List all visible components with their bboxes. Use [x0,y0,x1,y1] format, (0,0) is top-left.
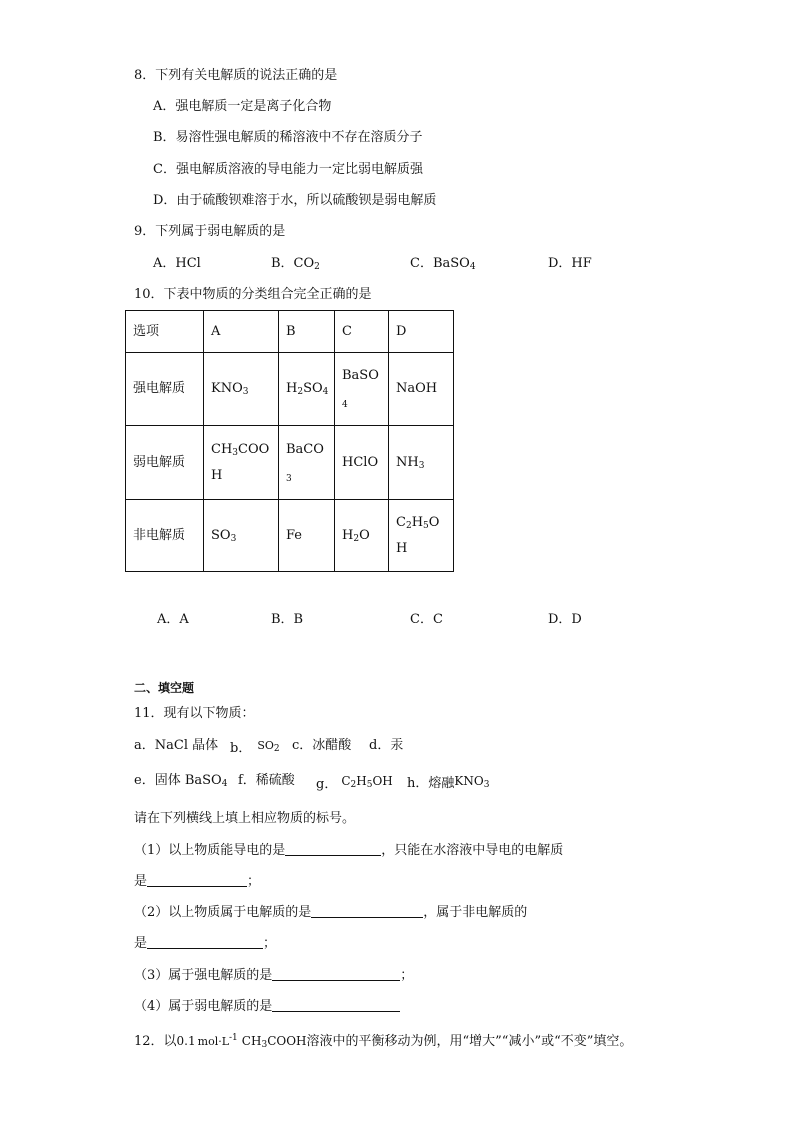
classification-table [125,310,454,572]
q8-option-c: C．强电解质溶液的导电能力一定比弱电解质强 [153,162,423,177]
row-label: 强电解质 [126,353,204,426]
table-cell: $C_2H_5O$ H [389,500,454,572]
q11-part1-line2: 是 ； [134,874,261,889]
q10-stem: 10．下表中物质的分类组合完全正确的是 [134,287,372,302]
q11-part3: （3）属于强电解质的是 ； [134,968,414,983]
table-cell: HClO [335,426,389,500]
q12-stem: 12．以0.1 $mol\cdot L^{-1}$ $CH_3COOH$溶液中的平衡移动为例，用“增大”“减小”或“不变”填空。 [134,1033,633,1050]
q9-option-d: D．HF [548,256,592,271]
table-cell: $H_2O$ [335,500,389,572]
q10-option-b: B．B [271,612,304,627]
q10-option-a: A．A [157,612,189,627]
table-header-cell: C [335,311,389,353]
table-cell: $H_2SO_4$ [279,353,335,426]
table-cell: $CH_3COO$ H [204,426,279,500]
q8-stem: 8．下列有关电解质的说法正确的是 [134,68,338,83]
answer-blank[interactable] [272,967,400,981]
answer-blank[interactable] [285,842,381,856]
table-cell: Fe [279,500,335,572]
q9-stem: 9．下列属于弱电解质的是 [134,224,286,239]
q11-item-f: f．稀硫酸 [238,773,295,788]
answer-blank[interactable] [311,904,423,918]
q11-item-e: e．固体 BaSO$_4$ [134,773,228,789]
q11-item-b: b． $^{SO_2}$ [230,739,280,756]
q11-part4: （4）属于弱电解质的是 [134,998,400,1015]
table-header-cell: 选项 [126,311,204,353]
q11-item-h: h．熔融$KNO_3$ [407,774,490,791]
answer-blank[interactable] [147,935,263,949]
table-header-cell: D [389,311,454,353]
q11-item-d: d．汞 [369,738,404,753]
section-title: 二、填空题 [134,681,195,695]
answer-blank[interactable] [147,873,247,887]
q9-option-b: B．$CO_2$ [271,256,320,272]
table-cell: NaOH [389,353,454,426]
table-cell: $KNO_3$ [204,353,279,426]
q11-part2-line2: 是 ； [134,936,277,951]
row-label: 弱电解质 [126,426,204,500]
table-header-cell: A [204,311,279,353]
table-header-cell: B [279,311,335,353]
q11-item-c: c．冰醋酸 [292,738,352,753]
q9-option-c: C．BaSO$_4$ [410,256,476,272]
q11-item-g: g． $C_2H_5OH$ [316,774,393,792]
row-label: 非电解质 [126,500,204,572]
table-cell: BaCO $_3$ [279,426,335,500]
q11-part2-line1: （2）以上物质属于电解质的是 ，属于非电解质的 [134,905,528,920]
q10-option-c: C．C [410,612,443,627]
table-cell: BaSO $_4$ [335,353,389,426]
table-header-row [126,311,454,353]
q10-option-d: D．D [548,612,582,627]
q11-part1-line1: （1）以上物质能导电的是 ，只能在水溶液中导电的电解质 [134,843,564,858]
q11-item-a: a．NaCl 晶体 [134,738,219,753]
q11-stem: 11．现有以下物质： [134,706,255,721]
table-row [126,426,454,500]
q8-option-a: A．强电解质一定是离子化合物 [153,99,332,114]
q11-instruction: 请在下列横线上填上相应物质的标号。 [134,811,356,826]
table-cell: $SO_3$ [204,500,279,572]
q8-option-b: B．易溶性强电解质的稀溶液中不存在溶质分子 [153,130,423,145]
table-row [126,500,454,572]
table-cell: $NH_3$ [389,426,454,500]
q8-option-d: D．由于硫酸钡难溶于水，所以硫酸钡是弱电解质 [153,193,437,208]
q9-option-a: A．HCl [153,256,201,271]
answer-blank[interactable] [272,998,400,1012]
table-row [126,353,454,426]
